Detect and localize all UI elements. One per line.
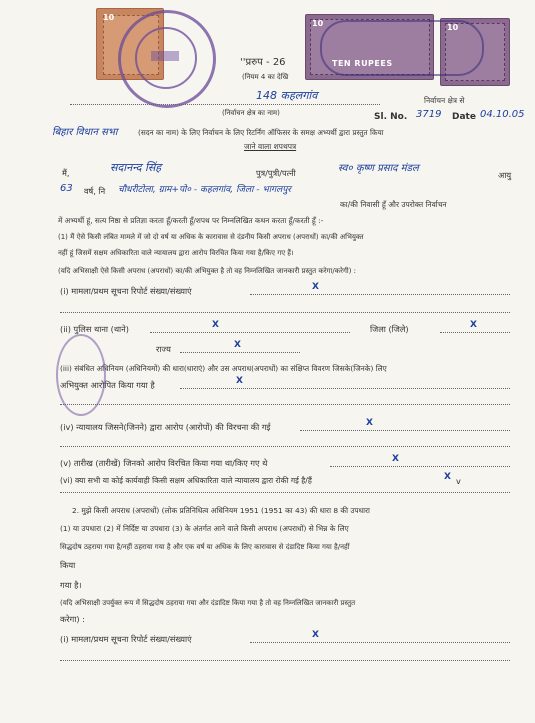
age-label: आयु [498, 170, 512, 180]
item-i: (i) मामला/प्रथम सूचना रिपोर्ट संख्या/संख्याएं [60, 286, 192, 296]
x-mark-ii-state: X [234, 340, 241, 350]
side-seal [56, 334, 106, 416]
date-value: 04.10.05 [480, 109, 525, 120]
x-mark-ii-district: X [470, 320, 477, 330]
sl-no-value: 3719 [416, 109, 442, 120]
sl-no-label: Sl. No. [374, 112, 408, 122]
age-value: 63 [60, 183, 73, 194]
x-mark-ii: X [212, 320, 219, 330]
x-mark-iv: X [366, 418, 373, 428]
constituency-caption: (निर्वाचन क्षेत्र का नाम) [222, 109, 280, 117]
constituency-dotted-line [70, 104, 380, 105]
item-ii-state: राज्य [156, 344, 171, 354]
body-line-4: (यदि अभिसाक्षी ऐसे किसी अपराध (अपराधों) का/की अभियुक्त है तो वह निम्नलिखित जानकारी प्रस्तुत करेगा/करेगी) : [58, 267, 357, 275]
para2-line-4: किया [60, 560, 76, 570]
item-v: (v) तारीख (तारीखें) जिनको आरोप विरचित किया गया था/किए गए थे [60, 458, 268, 468]
item-ii: (ii) पुलिस थाना (थाने) [60, 324, 129, 334]
deponent-name: सदानन्द सिंह [110, 161, 162, 174]
house-printed-line: (सदन का नाम) के लिए निर्वाचन के लिए रिटर्निंग ऑफिसर के समक्ष अभ्यर्थी द्वारा प्रस्तुत किया [138, 128, 384, 137]
parent-name: स्व० कृष्ण प्रसाद मंडल [338, 163, 419, 174]
deponent-suffix: का/की निवासी हूँ और उपरोक्त निर्वाचन [340, 200, 447, 209]
stamp-denomination: 10 [103, 13, 115, 22]
form-title: ''प्ररुप - 26 [240, 57, 286, 68]
date-label: Date [452, 112, 476, 122]
item-ii-district: जिला (जिले) [370, 324, 409, 334]
stamp-denomination-far-right: 10 [447, 23, 459, 32]
right-caption: निर्वाचन क्षेत्र से [424, 96, 465, 105]
body-line-2: (1) मैं ऐसे किसी लंबित मामले में जो दो वर्ष या अधिक के कारावास से दंडनीय किसी अपराध (अपराधों) का/की अभियुक्त [58, 233, 364, 241]
item-vi: (vi) क्या सभी या कोई कार्यवाही किसी सक्षम अधिकारिता वाले न्यायालय द्वारा रोकी गई है/हैं [60, 476, 312, 485]
house-name-handwritten: बिहार विधान सभा [52, 127, 118, 138]
stamp-denomination-right: 10 [312, 19, 324, 28]
para2-note-line-2: करेगा) : [60, 614, 85, 624]
para2-line-2: (1) या उपधारा (2) में निर्दिष्ट या उपधारा (3) के अंतर्गत आने वाले किसी अपराध (अपराधों) से भिन्न के लिए [60, 524, 349, 533]
deponent-address: चौधरीटोला, ग्राम+पो० - कहलगांव, जिला - भागलपुर [118, 185, 291, 195]
years-label: वर्ष, नि [84, 186, 106, 196]
x-mark-iii: X [236, 376, 243, 386]
office-seal-left [118, 10, 216, 108]
x-mark-vi: X [444, 472, 451, 482]
affidavit-title: जाने वाला शपथपत्र [244, 142, 297, 151]
x-mark-v: X [392, 454, 399, 464]
deponent-prefix: मैं, [62, 168, 70, 178]
x-mark-2i: X [312, 630, 319, 640]
item-iv: (iv) न्यायालय जिसने(जिनने) द्वारा आरोप (आरोपों) की विरचना की गई [60, 422, 271, 432]
para2-line-1: 2. मुझे किसी अपराध (अपराधों) (लोक प्रतिनिधित्व अधिनियम 1951 (1951 का 43) की धारा 8 की उपधारा [72, 506, 370, 515]
para2-line-5: गया है। [60, 580, 82, 590]
item-iii: (iii) संबंधित अधिनियम (अधिनियमों) की धारा(धाराएं) और उस अपराध(अपराधों) का संक्षिप्त विवरण जिसके(जिनके) लिए [60, 364, 387, 373]
relation-label: पुत्र/पुत्री/पत्नी [256, 168, 296, 178]
constituency-name: 148 कहलगांव [256, 89, 318, 102]
body-line-1: में अभ्यर्थी हूं, सत्य निष्ठा से प्रतिज्ञा करता हूँ/करती हूँ/शपथ पर निम्नलिखित कथन करता हूँ/करती हूँ :- [58, 216, 324, 225]
body-line-3: नहीं हूं जिसमें सक्षम अधिकारिता वाले न्यायालय द्वारा आरोप विरचित किया गया है/किए गए हैं। [58, 249, 294, 257]
item2-i: (i) मामला/प्रथम सूचना रिपोर्ट संख्या/संख्याएं [60, 634, 192, 644]
para2-line-3: सिद्धदोष ठहराया गया है/नहीं ठहराया गया है और एक वर्ष या अधिक के लिए कारावास से दंडादिष्ट किया गया है/नहीं [60, 543, 350, 551]
stamp-label: TEN RUPEES [332, 59, 393, 68]
item-iii-b: अभियुक्त आरोपित किया गया है [60, 380, 155, 390]
small-v-mark: v [456, 476, 461, 486]
x-mark-i: X [312, 282, 319, 292]
office-seal-right [320, 20, 484, 76]
form-subtitle: (नियम 4 का देखि [242, 73, 289, 81]
para2-note-line-1: (यदि अभिसाक्षी उपर्युक्त रूप में सिद्धदोष ठहराया गया और दंडादिष्ट किया गया है तो वह निम्नलिखित जानकारी प्रस्तुत [60, 599, 356, 607]
